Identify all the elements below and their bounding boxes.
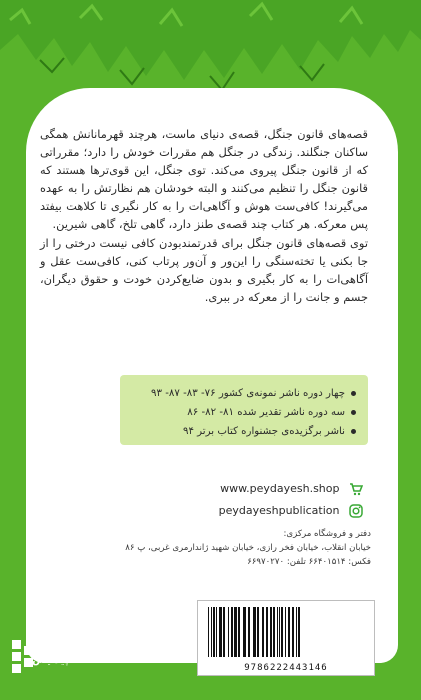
barcode-bar [216,607,217,657]
barcode-bar [211,607,212,657]
barcode-bar [248,607,250,657]
cart-icon [349,482,363,496]
barcode-bar [213,607,215,657]
publisher-address [121,527,371,569]
publisher-name: پیدایش [32,654,69,666]
back-cover-blurb [40,125,368,306]
barcode-bar [266,607,268,657]
blurb-paragraph-1: قصه‌های قانون جنگل، قصه‌ی دنیای ماست، هرچند قهرمانانش همگی ساکنان جنگلند. زندگی در جنگل هم مقررات خودش را دارد؛ مقرراتی که از قانون جنگل پیروی می‌کند. توی جنگل، این قوی‌ترها هستند که قانون جنگل را تنظیم می‌کنند و البته خودشان هم نظارتش را به عهده می‌گیرند! کافی‌ست هوش و آگاهی‌ات را به کار نگیری تا کلاهت بیفتد پس معرکه. هر کتاب چند قصه‌ی طنز دارد، گاهی تلخ، گاهی شیرین. [40,127,368,232]
barcode-bar [273,607,275,657]
instagram-icon [349,504,363,518]
barcode-bar [292,607,294,657]
barcode-bar [277,607,278,657]
address-label: دفتر و فروشگاه مرکزی: [283,529,371,539]
bullet-icon [351,410,356,415]
barcode-bar [288,607,290,657]
address-phones: فکس: ۶۶۴۰۱۵۱۴ تلفن: ۶۶۹۷۰۲۷۰ [247,557,371,567]
shop-link[interactable] [219,478,363,500]
award-item: چهار دوره ناشر نمونه‌ی کشور ۷۶- ۸۳- ۸۷- ۹۳ [120,384,356,403]
instagram-handle[interactable]: peydayeshpublication [218,504,340,517]
barcode-bar [262,607,264,657]
barcode-bar [219,607,222,657]
barcode-bar [234,607,237,657]
award-item: ناشر برگزیده‌ی جشنواره کتاب برتر ۹۴ [120,422,356,441]
bullet-icon [351,391,356,396]
publisher-links [219,478,363,522]
barcode-bar [238,607,240,657]
barcode-bar [281,607,283,657]
barcode-bar [253,607,256,657]
barcode-bar [208,607,209,657]
barcode-bar [279,607,280,657]
barcode-bar [257,607,259,657]
barcode-bar [243,607,246,657]
barcode-bar [231,607,233,657]
barcode-bar [270,607,272,657]
barcode-bar [228,607,229,657]
blurb-paragraph-2: توی قصه‌های قانون جنگل برای قدرتمندبودن کافی نیست درختی را از جا بکنی یا تخته‌سنگی را این‌ور و آن‌ور پرتاب کنی، کافی‌ست عقل و آگاهی‌ات را به کار بگیری و بدون ضایع‌کردن خودت و حقوق دیگران، جسم و جانت را از معرکه در ببری. [40,235,368,304]
award-item: سه دوره ناشر تقدیر شده ۸۱- ۸۲- ۸۶ [120,403,356,422]
barcode-bar [296,607,297,657]
publisher-awards-box [120,375,368,445]
isbn-number: 9786222443146 [244,663,328,673]
barcode-bar [223,607,225,657]
instagram-link[interactable] [219,500,363,522]
barcode-bars [206,607,366,659]
bullet-icon [351,429,356,434]
address-street: خیابان انقلاب، خیابان فخر رازی، خیابان شهید ژاندارمری غربی، پ ۸۶ [125,543,371,553]
barcode-bar [298,607,300,657]
isbn-barcode [197,600,375,676]
shop-url[interactable]: www.peydayesh.shop [220,482,340,495]
barcode-bar [285,607,286,657]
